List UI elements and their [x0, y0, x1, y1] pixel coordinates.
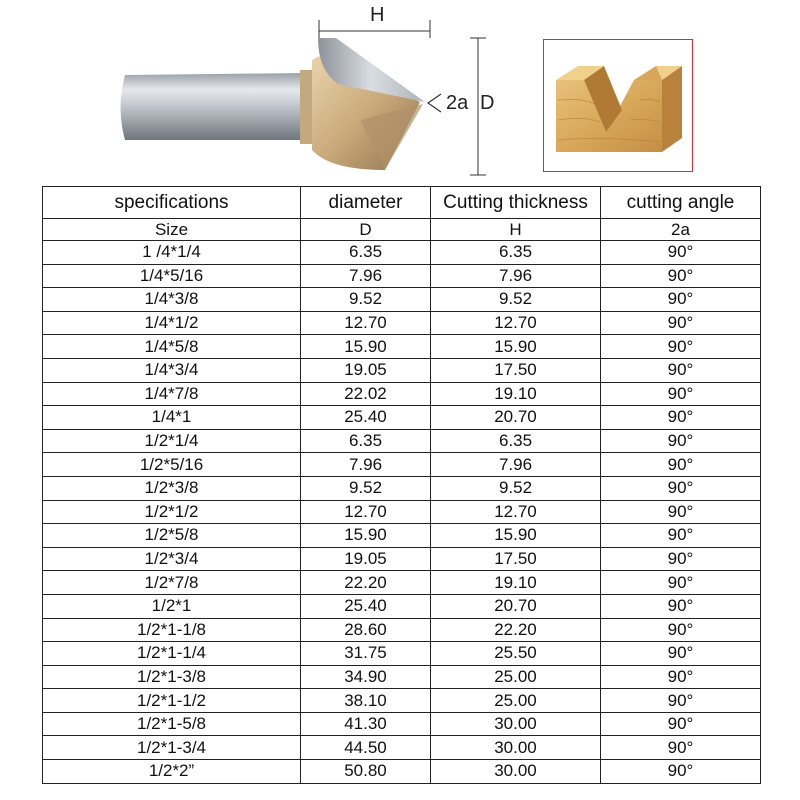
table-row [43, 335, 761, 359]
label-d: D [480, 92, 495, 114]
label-2a: 2a [446, 92, 469, 114]
cell-thickness: 17.50 [431, 358, 601, 382]
cell-thickness: 7.96 [431, 264, 601, 288]
cell-thickness: 19.10 [431, 382, 601, 406]
cell-angle: 90° [601, 760, 761, 784]
label-h: H [370, 4, 385, 26]
cell-diameter: 12.70 [301, 500, 431, 524]
table-row [43, 476, 761, 500]
bit-shank [121, 73, 306, 140]
cell-thickness: 12.70 [431, 500, 601, 524]
cell-diameter: 34.90 [301, 665, 431, 689]
cell-angle: 90° [601, 476, 761, 500]
cell-diameter: 9.52 [301, 476, 431, 500]
cell-angle: 90° [601, 689, 761, 713]
wood-block-icon [544, 40, 692, 171]
table-row [43, 571, 761, 595]
cell-diameter: 12.70 [301, 311, 431, 335]
cell-angle: 90° [601, 264, 761, 288]
cell-size: 1/2*1-3/8 [43, 665, 301, 689]
cell-size: 1/4*1 [43, 406, 301, 430]
cell-thickness: 25.00 [431, 689, 601, 713]
cell-size: 1/2*1 [43, 594, 301, 618]
cell-size: 1/2*1-1/4 [43, 642, 301, 666]
cell-angle: 90° [601, 594, 761, 618]
cell-diameter: 9.52 [301, 288, 431, 312]
cell-diameter: 31.75 [301, 642, 431, 666]
table-row [43, 524, 761, 548]
cell-size: 1/4*3/8 [43, 288, 301, 312]
cell-size: 1/2*1-3/4 [43, 736, 301, 760]
cell-size: 1/2*5/8 [43, 524, 301, 548]
table-row [43, 406, 761, 430]
cell-angle: 90° [601, 406, 761, 430]
cell-angle: 90° [601, 335, 761, 359]
table-row [43, 453, 761, 477]
table-row [43, 736, 761, 760]
cell-thickness: 17.50 [431, 547, 601, 571]
cell-diameter: 38.10 [301, 689, 431, 713]
table-row [43, 594, 761, 618]
cell-thickness: 9.52 [431, 288, 601, 312]
cell-thickness: 19.10 [431, 571, 601, 595]
cell-size: 1/2*3/4 [43, 547, 301, 571]
cell-size: 1/2*1-1/8 [43, 618, 301, 642]
table-row [43, 241, 761, 265]
cell-thickness: 30.00 [431, 712, 601, 736]
cell-diameter: 22.02 [301, 382, 431, 406]
cell-thickness: 6.35 [431, 429, 601, 453]
cell-size: 1/2*3/8 [43, 476, 301, 500]
cell-angle: 90° [601, 241, 761, 265]
cell-thickness: 15.90 [431, 524, 601, 548]
subheader-h: H [431, 219, 601, 241]
table-body [43, 241, 761, 784]
subheader-size: Size [43, 219, 301, 241]
cell-diameter: 19.05 [301, 358, 431, 382]
subheader-d: D [301, 219, 431, 241]
cell-size: 1/2*2” [43, 760, 301, 784]
header-diameter: diameter [301, 187, 431, 219]
table-row [43, 760, 761, 784]
cell-diameter: 44.50 [301, 736, 431, 760]
cell-diameter: 22.20 [301, 571, 431, 595]
table-row [43, 642, 761, 666]
cell-size: 1/4*3/4 [43, 358, 301, 382]
table-row [43, 264, 761, 288]
cell-thickness: 25.00 [431, 665, 601, 689]
table-row [43, 429, 761, 453]
cell-size: 1/4*5/8 [43, 335, 301, 359]
table-row [43, 382, 761, 406]
cell-diameter: 6.35 [301, 241, 431, 265]
header-cutting-angle: cutting angle [601, 187, 761, 219]
cell-diameter: 25.40 [301, 594, 431, 618]
bit-collar [300, 70, 314, 144]
cell-angle: 90° [601, 642, 761, 666]
cell-size: 1/2*1/2 [43, 500, 301, 524]
cell-angle: 90° [601, 311, 761, 335]
spec-table [42, 186, 761, 784]
cell-thickness: 25.50 [431, 642, 601, 666]
table-header-row [43, 187, 761, 219]
cell-angle: 90° [601, 453, 761, 477]
cell-thickness: 30.00 [431, 760, 601, 784]
cell-angle: 90° [601, 382, 761, 406]
cell-size: 1/2*1-5/8 [43, 712, 301, 736]
cell-angle: 90° [601, 500, 761, 524]
table-row [43, 689, 761, 713]
table-subheader-row [43, 219, 761, 241]
cell-size: 1/4*1/2 [43, 311, 301, 335]
cell-angle: 90° [601, 288, 761, 312]
cell-diameter: 25.40 [301, 406, 431, 430]
cell-diameter: 28.60 [301, 618, 431, 642]
cell-angle: 90° [601, 571, 761, 595]
cell-thickness: 7.96 [431, 453, 601, 477]
cell-angle: 90° [601, 618, 761, 642]
cell-size: 1/2*1/4 [43, 429, 301, 453]
wood-groove-photo [543, 39, 693, 172]
cell-angle: 90° [601, 358, 761, 382]
cell-thickness: 12.70 [431, 311, 601, 335]
cell-thickness: 6.35 [431, 241, 601, 265]
cell-thickness: 20.70 [431, 406, 601, 430]
cell-diameter: 7.96 [301, 264, 431, 288]
cell-thickness: 20.70 [431, 594, 601, 618]
table-row [43, 288, 761, 312]
cell-diameter: 19.05 [301, 547, 431, 571]
cell-thickness: 15.90 [431, 335, 601, 359]
cell-diameter: 15.90 [301, 524, 431, 548]
cell-thickness: 30.00 [431, 736, 601, 760]
cell-diameter: 50.80 [301, 760, 431, 784]
table-row [43, 547, 761, 571]
cell-diameter: 6.35 [301, 429, 431, 453]
table-row [43, 618, 761, 642]
header-cutting-thickness: Cutting thickness [431, 187, 601, 219]
cell-diameter: 41.30 [301, 712, 431, 736]
subheader-2a: 2a [601, 219, 761, 241]
cell-diameter: 7.96 [301, 453, 431, 477]
angle-mark [428, 94, 441, 112]
cell-size: 1/4*7/8 [43, 382, 301, 406]
table-row [43, 665, 761, 689]
cell-size: 1/2*7/8 [43, 571, 301, 595]
cell-angle: 90° [601, 712, 761, 736]
cell-angle: 90° [601, 524, 761, 548]
header-specifications: specifications [43, 187, 301, 219]
table-row [43, 358, 761, 382]
cell-angle: 90° [601, 665, 761, 689]
table-row [43, 712, 761, 736]
cell-diameter: 15.90 [301, 335, 431, 359]
cell-size: 1/2*1-1/2 [43, 689, 301, 713]
cell-angle: 90° [601, 736, 761, 760]
cell-angle: 90° [601, 429, 761, 453]
cell-size: 1/4*5/16 [43, 264, 301, 288]
cell-size: 1 /4*1/4 [43, 241, 301, 265]
table-row [43, 311, 761, 335]
cell-thickness: 22.20 [431, 618, 601, 642]
cell-angle: 90° [601, 547, 761, 571]
cell-size: 1/2*5/16 [43, 453, 301, 477]
table-row [43, 500, 761, 524]
cell-thickness: 9.52 [431, 476, 601, 500]
